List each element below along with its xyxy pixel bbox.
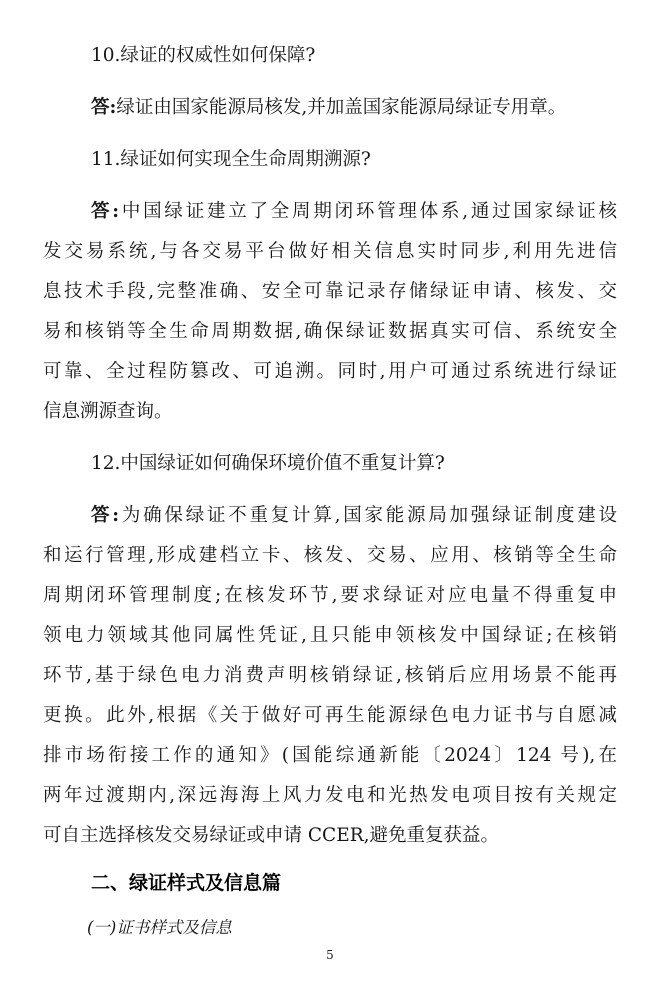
answer-line: 和运行管理,形成建档立卡、核发、交易、应用、核销等全生命 <box>43 545 617 566</box>
answer-text: 中国绿证建立了全周期闭环管理体系,通过国家绿证核 <box>119 201 617 222</box>
answer-text: 为确保绿证不重复计算,国家能源局加强绿证制度建设 <box>119 505 617 526</box>
answer-prefix: 答: <box>91 505 120 526</box>
answer-prefix: 答: <box>91 97 117 118</box>
question-10: 10.绿证的权威性如何保障? <box>91 45 316 66</box>
answer-11 <box>43 192 617 432</box>
answer-10 <box>43 88 617 128</box>
answer-line: 易和核销等全生命周期数据,确保绿证数据真实可信、系统安全 <box>43 321 617 342</box>
answer-line: 领电力领域其他同属性凭证,且只能申领核发中国绿证;在核销 <box>43 625 617 646</box>
section-heading: 二、绿证样式及信息篇 <box>91 872 282 894</box>
answer-line: 排市场衔接工作的通知》(国能综通新能〔2024〕124 号),在 <box>43 745 617 766</box>
answer-line <box>43 192 617 232</box>
answer-line: 发交易系统,与各交易平台做好相关信息实时同步,利用先进信 <box>43 241 617 262</box>
answer-line: 更换。此外,根据《关于做好可再生能源绿色电力证书与自愿减 <box>43 705 617 726</box>
answer-line <box>43 88 617 128</box>
answer-line: 信息溯源查询。 <box>43 401 173 422</box>
question-12: 12.中国绿证如何确保环境价值不重复计算? <box>91 453 445 474</box>
answer-line <box>43 496 617 536</box>
subsection-heading: (一)证书样式及信息 <box>87 918 232 937</box>
answer-line: 息技术手段,完整准确、安全可靠记录存储绿证申请、核发、交 <box>43 281 617 302</box>
answer-text: 绿证由国家能源局核发,并加盖国家能源局绿证专用章。 <box>116 97 567 118</box>
answer-prefix: 答: <box>91 201 120 222</box>
answer-line: 可自主选择核发交易绿证或申请 CCER,避免重复获益。 <box>43 825 500 846</box>
question-11: 11.绿证如何实现全生命周期溯源? <box>91 149 371 170</box>
answer-line: 周期闭环管理制度;在核发环节,要求绿证对应电量不得重复申 <box>43 585 617 606</box>
answer-line: 环节,基于绿色电力消费声明核销绿证,核销后应用场景不能再 <box>43 665 617 686</box>
answer-line: 可靠、全过程防篡改、可追溯。同时,用户可通过系统进行绿证 <box>43 361 617 382</box>
answer-12 <box>43 496 617 856</box>
page-number: 5 <box>326 948 334 962</box>
answer-line: 两年过渡期内,深远海海上风力发电和光热发电项目按有关规定 <box>43 785 617 806</box>
